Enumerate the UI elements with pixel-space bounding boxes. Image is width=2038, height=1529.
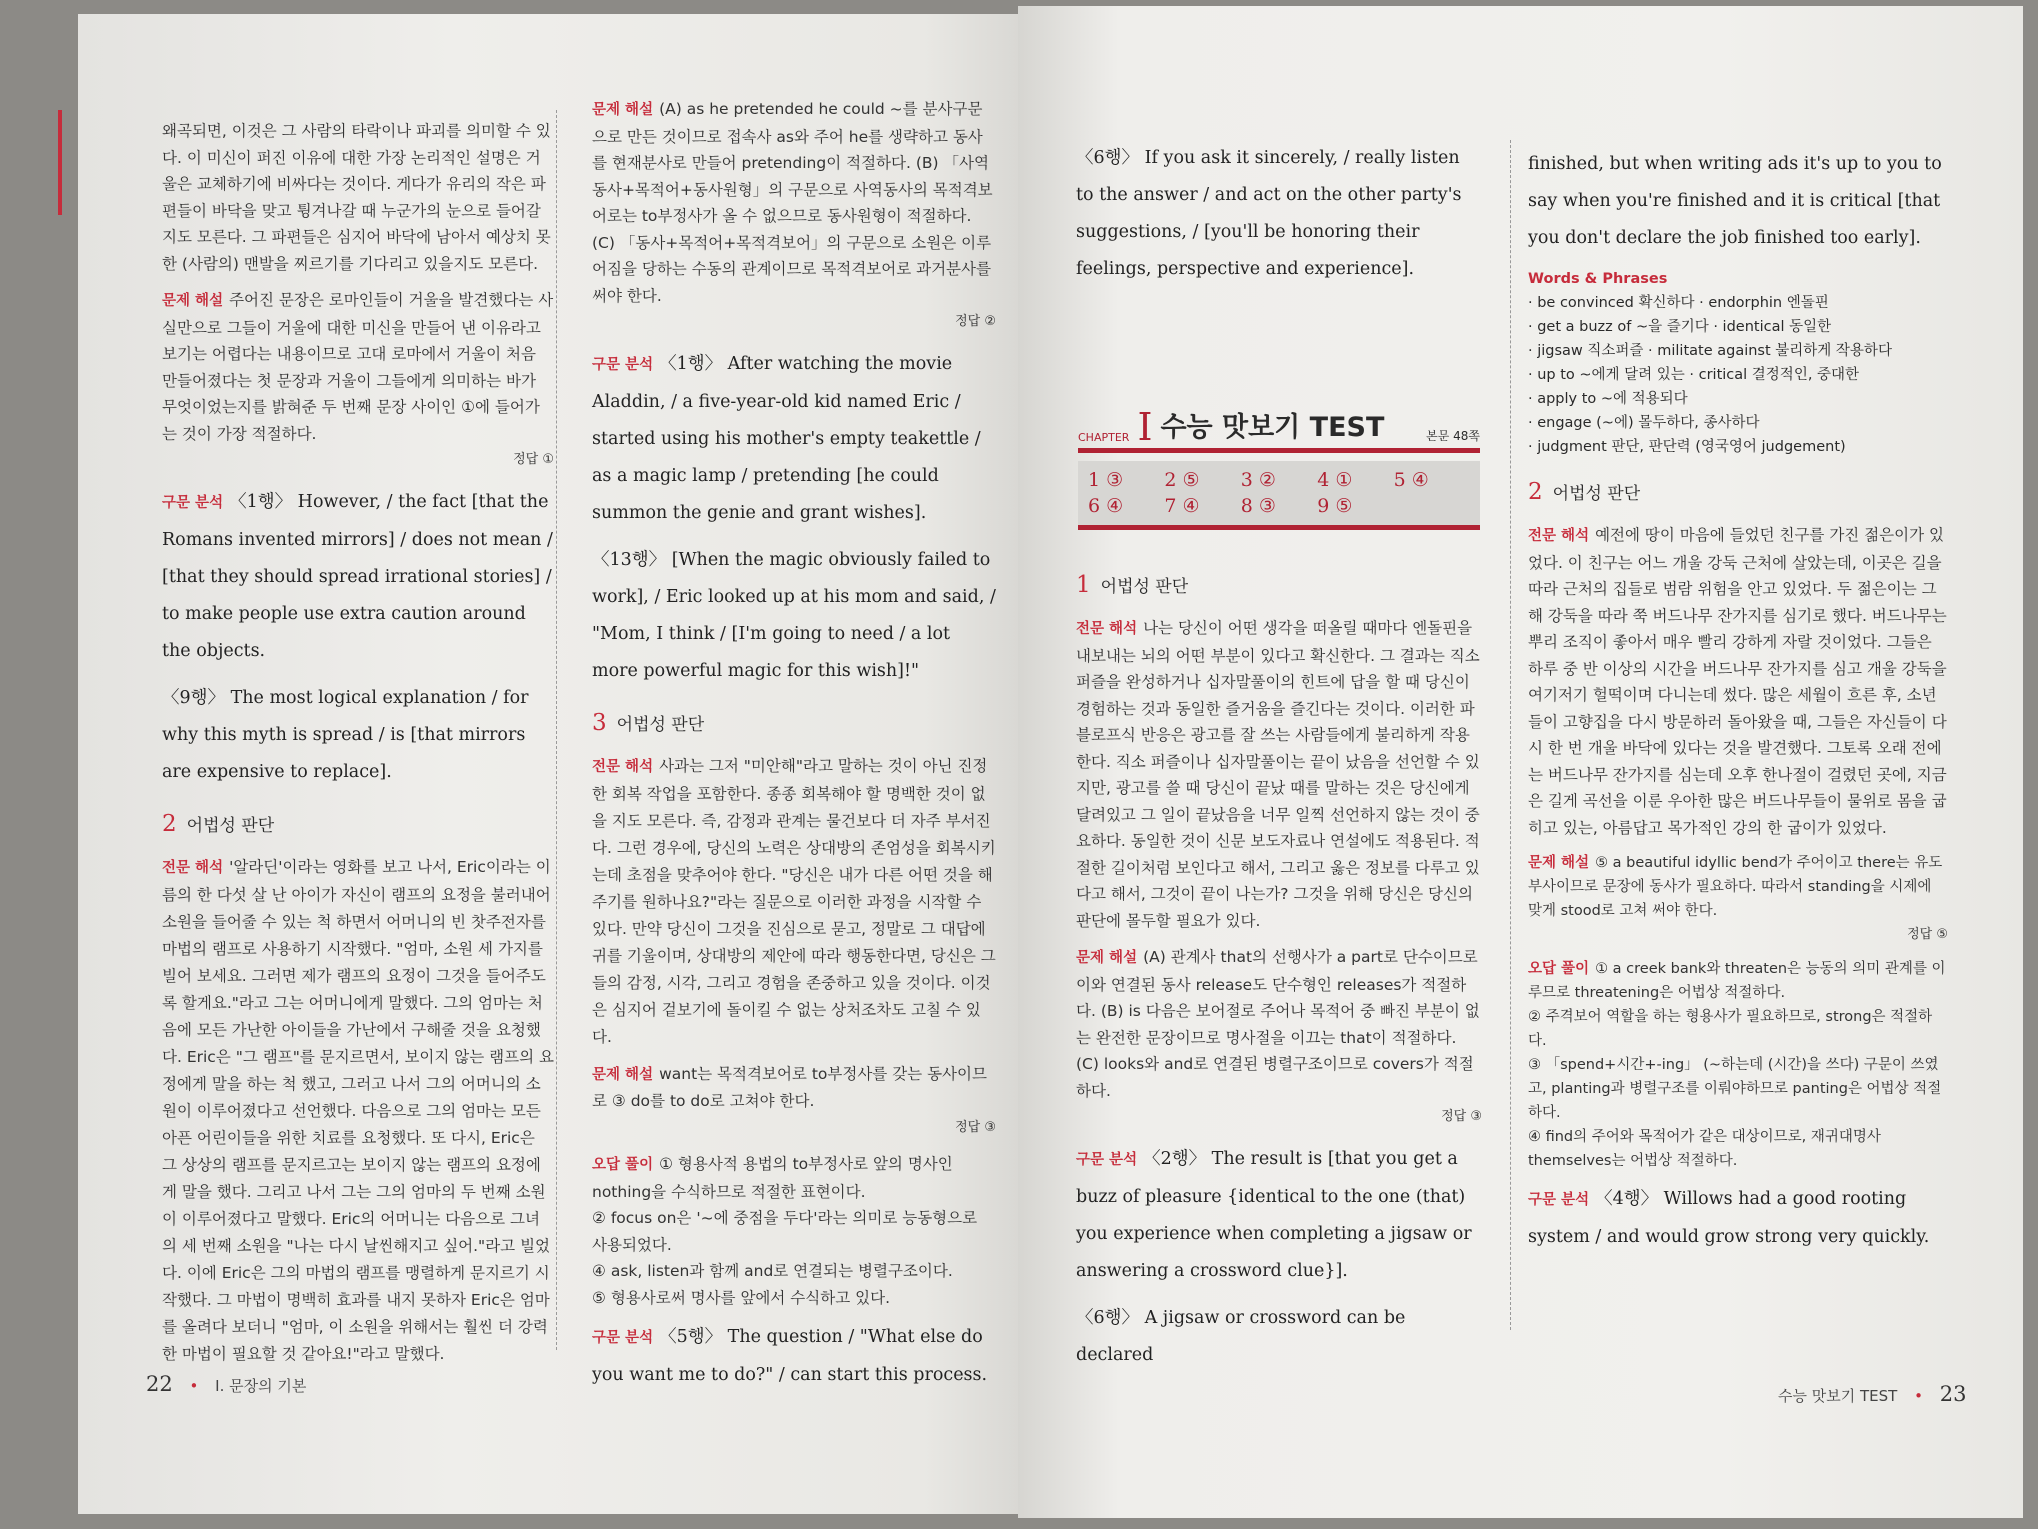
syntax-analysis-tag: 구문 분석 xyxy=(592,1330,654,1346)
answer-label: 정답 ③ xyxy=(1441,1109,1482,1124)
syntax-analysis-tag: 구문 분석 xyxy=(592,356,654,373)
wrong-answer-4: ④ find의 주어와 목적어가 같은 대상이므로, 재귀대명사 themselves는 어법상 적절하다. xyxy=(1528,1129,1881,1169)
answer-key-item: 4 ① xyxy=(1317,469,1353,491)
answer-key-item: 7 ④ xyxy=(1164,495,1200,517)
footer-dot-icon: • xyxy=(1914,1387,1923,1405)
syntax-analysis xyxy=(162,484,554,670)
vocab-item: · up to ~에게 달려 있는 · critical 결정적인, 중대한 xyxy=(1528,367,1860,383)
syntax-analysis-2 xyxy=(592,1319,996,1394)
syntax-line-5: 〈5행〉 The question / "What else do you want me to do?" / can start this process. xyxy=(592,1327,988,1385)
wrong-answer-tag: 오답 풀이 xyxy=(592,1157,654,1173)
section-number: 3 xyxy=(592,709,607,736)
full-translation-text: '알라딘'이라는 영화를 보고 나서, Eric이라는 이름의 한 다섯 살 난 아이가 자신이 램프의 요정을 불러내어 소원을 들어줄 수 있는 척 하면서 어머니의 빈 찻주전자를 마법의 램프로 사용하기 시작했다. "엄마, 소원 세 가지를 빌어 보세요. 그러면 제가 램프의 요정이 그것을 들어주도록 할게요."라고 그는 어머니에게 말했다. 그의 엄마는 처음에 모든 가난한 아이들을 가난에서 구해줄 것을 요청했다. Eric은 "그 램프"를 문지르면서, 보이지 않는 램프의 요정에게 말을 하는 척 했고, 그러고 나서 그의 어머니의 소원이 이루어졌다고 선언했다. 다음으로 그의 엄마는 모든 아픈 어린이들을 위한 치료를 요청했다. 또 다시, Eric은 그 상상의 램프를 문지르고는 보이지 않는 램프의 요정에게 말을 했다. 그리고 나서 그는 그의 엄마의 두 번째 소원이 이루어졌다고 말했다. Eric의 어머니는 다음으로 그녀의 세 번째 소원을 "나는 다시 날씬해지고 싶어."라고 빌었다. 이에 Eric은 그의 마법의 램프를 맹렬하게 문지르기 시작했다. 그 마법이 명백히 효과를 내지 못하자 Eric은 엄마를 올려다 보더니 "엄마, 이 소원을 위해서는 훨씬 더 강력한 마법이 필요할 것 같아요!"라고 말했다. xyxy=(162,857,554,1363)
left-column-2 xyxy=(592,96,996,1404)
wrong-answer-4: ④ ask, listen과 함께 and로 연결되는 병렬구조이다. xyxy=(592,1262,953,1280)
syntax-analysis-tag: 구문 분석 xyxy=(1076,1151,1138,1168)
problem-explanation-text: (A) 관계사 that의 선행사가 a part로 단수이므로 이와 연결된 동사 release도 단수형인 releases가 적절하다. (B) is 다음은 보어절로 주어나 목적어 중 빠진 부분이 없는 완전한 문장이므로 명사절을 이끄는 that이 적절하다. (C) looks와 and로 연결된 병렬구조이므로 covers가 적절하다. xyxy=(1076,948,1480,1100)
answer-key-item: 2 ⑤ xyxy=(1164,469,1200,491)
chapter-number: I xyxy=(1137,405,1153,449)
syntax-line-13: 〈13행〉 [When the magic obviously failed to work], / Eric looked up at his mom and said, / "Mom, I think / [I'm going to need / a lot more powerful magic for this wish]!" xyxy=(592,549,996,681)
page-number: 22 xyxy=(146,1372,173,1396)
full-translation-tag: 전문 해석 xyxy=(1076,621,1138,637)
problem-explanation-tag: 문제 해설 xyxy=(592,1066,654,1083)
answer-key-grid xyxy=(1078,461,1480,530)
words-and-phrases-tag: Words & Phrases xyxy=(1528,271,1668,287)
chapter-label: CHAPTER xyxy=(1078,431,1130,444)
vocab-item: · get a buzz of ~을 즐기다 · identical 동일한 xyxy=(1528,319,1832,335)
problem-explanation xyxy=(162,287,554,474)
right-page-footer xyxy=(1778,1382,1966,1406)
syntax-line-4: 〈4행〉 Willows had a good rooting system / and would grow strong very quickly. xyxy=(1528,1189,1930,1247)
vocab-item: · be convinced 확신하다 · endorphin 엔돌핀 xyxy=(1528,295,1829,311)
chapter-header xyxy=(1078,405,1480,530)
problem-explanation-tag: 문제 해설 xyxy=(1076,950,1138,966)
section-1-heading xyxy=(1076,572,1482,601)
section-2-heading xyxy=(1528,479,1948,508)
syntax-analysis xyxy=(592,346,996,532)
problem-explanation-text: (A) as he pretended he could ~를 분사구문으로 만든 것이므로 접속사 as와 주어 he를 생략하고 동사를 현재분사로 만들어 pretending이 적절하다. (B) 「사역동사+목적어+동사원형」의 구문으로 사역동사의 목적격보어로는 to부정사가 올 수 없으므로 동사원형이 적절하다. (C) 「동사+목적어+목적격보어」의 구문으로 소원은 이루어짐을 당하는 수동의 관계이므로 목적격보어로 과거분사를 써야 한다. xyxy=(592,100,993,305)
answer-key-item: 1 ③ xyxy=(1088,469,1124,491)
problem-explanation-text: 주어진 문장은 로마인들이 거울을 발견했다는 사실만으로 그들이 거울에 대한 미신을 만들어 낸 이유라고 보기는 어렵다는 내용이므로 고대 로마에서 거울이 처음 만들어졌다는 첫 문장과 거울이 그들에게 의미하는 바가 무엇이었는지를 밝혀준 두 번째 문장 사이인 ①에 들어가는 것이 가장 적절하다. xyxy=(162,291,554,443)
translation-continued: 왜곡되면, 이것은 그 사람의 타락이나 파괴를 의미할 수 있다. 이 미신이 퍼진 이유에 대한 가장 논리적인 설명은 거울은 교체하기에 비싸다는 것이다. 게다가 유리의 작은 파편들이 바닥을 맞고 튕겨나갈 때 누군가의 눈으로 들어갈지도 모른다. 그 파편들은 심지어 바닥에 남아서 예상치 못한 (사람의) 맨발을 찌르기를 기다리고 있을지도 모른다. xyxy=(162,122,551,273)
full-translation-text: 나는 당신이 어떤 생각을 떠올릴 때마다 엔돌핀을 내보내는 뇌의 어떤 부분이 있다고 확신한다. 그 결과는 직소 퍼즐을 완성하거나 십자말풀이의 힌트에 답을 할 때 당신이 경험하는 것과 동일한 즐거움을 즐긴다는 것이다. 이러한 파블로프식 반응은 광고를 잘 쓰는 사람들에게 불리하게 작용한다. 직소 퍼즐이나 십자말풀이는 끝이 났음을 선언할 수 있지만, 광고를 쓸 때 당신이 끝났 때를 말하는 것은 당신에게 달려있고 그 일이 끝났음을 너무 일찍 선언하지 않는 것이 중요하다. 동일한 것이 신문 보도자료나 연설에도 적용된다. 적절한 길이처럼 보인다고 해서, 그리고 옳은 정보를 다루고 있다고 해서, 그것이 끝이 나는가? 그것을 위해 당신은 당신의 판단에 몰두할 필요가 있다. xyxy=(1076,619,1480,930)
syntax-analysis xyxy=(1076,1141,1482,1290)
right-column-2 xyxy=(1528,146,1948,1266)
syntax-analysis-tag: 구문 분석 xyxy=(162,494,224,511)
vocab-item: · judgment 판단, 판단력 (영국영어 judgement) xyxy=(1528,439,1846,455)
footer-title: 수능 맛보기 TEST xyxy=(1778,1387,1898,1405)
problem-explanation xyxy=(592,96,996,336)
vocab-item: · jigsaw 직소퍼즐 · militate against 불리하게 작용하다 xyxy=(1528,343,1892,359)
syntax-line-1: 〈1행〉 After watching the movie Aladdin, / a five-year-old kid named Eric / started using his mother's empty teakettle / as a magic lamp / pretending [he could summon the genie and grant wishes]. xyxy=(592,353,981,523)
syntax-line-9: 〈9행〉 The most logical explanation / for why this myth is spread / is [that mirrors are expensive to replace]. xyxy=(162,687,529,782)
wrong-answer-1: ① a creek bank와 threaten은 능동의 의미 관계를 이루므로 threatening은 어법상 적절하다. xyxy=(1528,961,1946,1001)
section-2-heading xyxy=(162,811,554,840)
problem-explanation-2 xyxy=(592,1061,996,1142)
full-translation xyxy=(1528,522,1948,841)
syntax-analysis-tag: 구문 분석 xyxy=(1528,1192,1590,1208)
section-title: 어법성 판단 xyxy=(616,714,705,735)
wrong-answer-notes xyxy=(592,1151,996,1311)
problem-explanation-tag: 문제 해설 xyxy=(1528,855,1590,871)
full-translation-tag: 전문 해석 xyxy=(162,859,224,876)
chapter-marker-bar xyxy=(58,110,62,215)
footer-dot-icon: • xyxy=(189,1377,199,1395)
problem-explanation-tag: 문제 해설 xyxy=(162,293,224,309)
wrong-answer-2: ② 주격보어 역할을 하는 형용사가 필요하므로, strong은 적절하다. xyxy=(1528,1009,1933,1049)
answer-key-item: 8 ③ xyxy=(1240,495,1276,517)
wrong-answer-1: ① 형용사적 용법의 to부정사로 앞의 명사인 nothing을 수식하므로 적절한 표현이다. xyxy=(592,1155,953,1201)
section-title: 어법성 판단 xyxy=(1552,484,1641,504)
syntax-continued: finished, but when writing ads it's up to you to say when you're finished and it is critical [that you don't declare the job finished too early]. xyxy=(1528,154,1942,248)
column-divider xyxy=(556,110,557,1350)
answer-key-item: 5 ④ xyxy=(1393,469,1429,491)
section-number: 2 xyxy=(162,810,177,837)
wrong-answer-2: ② focus on은 '~에 중점을 두다'라는 의미로 능동형으로 사용되었다. xyxy=(592,1209,978,1254)
wrong-answer-5: ⑤ 형용사로써 명사를 앞에서 수식하고 있다. xyxy=(592,1288,890,1307)
footer-title: I. 문장의 기본 xyxy=(215,1377,307,1395)
full-translation-text: 예전에 땅이 마음에 들었던 친구를 가진 젊은이가 있었다. 이 친구는 어느 개울 강둑 근처에 살았는데, 이곳은 길을 따라 근처의 집들로 범람 위험을 안고 있었다. 두 젊은이는 그해 강둑을 따라 쭉 버드나무 잔가지를 심기로 했다. 버드나무는 뿌리 조직이 좋아서 매우 빨리 강하게 자랄 것이었다. 그들은 하루 중 반 이상의 시간을 버드나무 잔가지를 심고 개울 강둑을 여기저기 헐떡이며 다니는데 썼다. 많은 세월이 흐른 후, 소년들이 고향집을 다시 방문하러 돌아왔을 때, 그들은 자신들이 다시 한 번 개울 바닥에 있다는 것을 발견했다. 그토록 오래 전에는 버드나무 잔가지를 심는데 오후 한나절이 걸렸던 곳에, 지금은 길게 곡선을 이룬 우아한 많은 버드나무들이 물위로 몸을 굽히고 있는, 아름답고 목가적인 강의 한 굽이가 있었다. xyxy=(1528,526,1947,837)
syntax-line-2: 〈2행〉 The result is [that you get a buzz of pleasure {identical to the one (that) you experience when completing a jigsaw or answering a crossword clue}]. xyxy=(1076,1148,1472,1281)
vocab-item: · apply to ~에 적용되다 xyxy=(1528,391,1688,407)
full-translation xyxy=(162,854,554,1368)
chapter-page-ref: 본문 48쪽 xyxy=(1426,429,1480,443)
answer-label: 정답 ③ xyxy=(955,1119,996,1135)
full-translation-text: 사과는 그저 "미안해"라고 말하는 것이 아닌 진정한 회복 작업을 포함한다. 종종 회복해야 할 명백한 것이 없을 지도 모른다. 즉, 감정과 관계는 물건보다 더 자주 부서진다. 그런 경우에, 당신의 노력은 상대방의 존엄성을 회복시키는데 초점을 맞추어야 한다. "당신은 내가 다른 어떤 것을 해 주기를 원하나요?"라는 질문으로 이러한 과정을 시작할 수 있다. 만약 당신이 그것을 진심으로 묻고, 정말로 그 대답에 귀를 기울이며, 상대방의 제안에 따라 행동한다면, 당신은 그들의 감정, 시각, 그리고 경험을 존중하고 있을 것이다. 이것은 심지어 겉보기에 돌이킬 수 없는 상처조차도 고칠 수 있다. xyxy=(592,756,996,1046)
wrong-answer-3: ③ 「spend+시간+-ing」 (~하는데 (시간)을 쓰다) 구문이 쓰였고, planting과 병렬구조를 이뤄야하므로 panting은 어법상 적절하다. xyxy=(1528,1057,1942,1121)
answer-label: 정답 ② xyxy=(955,314,996,329)
problem-explanation-tag: 문제 해설 xyxy=(592,102,654,118)
right-column-1-body xyxy=(1076,568,1482,1384)
wrong-answer-tag: 오답 풀이 xyxy=(1528,961,1590,977)
full-translation-tag: 전문 해석 xyxy=(1528,528,1590,544)
section-title: 어법성 판단 xyxy=(186,815,275,836)
section-number: 1 xyxy=(1076,572,1091,598)
left-page-footer xyxy=(146,1372,306,1396)
syntax-line-6: 〈6행〉 A jigsaw or crossword can be declared xyxy=(1076,1307,1406,1365)
answer-key-item: 9 ⑤ xyxy=(1317,495,1353,517)
answer-key-item: 6 ④ xyxy=(1088,495,1124,517)
section-title: 어법성 판단 xyxy=(1100,577,1189,597)
words-and-phrases xyxy=(1528,267,1948,459)
syntax-analysis xyxy=(1528,1181,1948,1256)
section-3-heading xyxy=(592,710,996,739)
problem-explanation xyxy=(1076,944,1482,1131)
page-number: 23 xyxy=(1939,1382,1967,1406)
full-translation xyxy=(592,753,996,1051)
chapter-title-bar xyxy=(1078,405,1480,453)
left-column-1 xyxy=(162,118,554,1378)
answer-key-item: 3 ② xyxy=(1240,469,1276,491)
vocab-item: · engage (~에) 몰두하다, 종사하다 xyxy=(1528,415,1760,431)
answer-label: 정답 ⑤ xyxy=(1907,927,1948,942)
syntax-line-6: 〈6행〉 If you ask it sincerely, / really listen to the answer / and act on the other party's suggestions, / [you'll be honoring their feelings, perspective and experience]. xyxy=(1076,148,1462,279)
column-divider xyxy=(1510,140,1511,1330)
problem-explanation xyxy=(1528,851,1948,947)
answer-label: 정답 ① xyxy=(513,452,554,467)
chapter-title: 수능 맛보기 TEST xyxy=(1160,412,1385,443)
right-column-1 xyxy=(1076,140,1476,298)
full-translation-tag: 전문 해석 xyxy=(592,758,654,775)
full-translation xyxy=(1076,615,1482,934)
wrong-answer-notes xyxy=(1528,957,1948,1173)
problem-explanation-text: ⑤ a beautiful idyllic bend가 주어이고 there는 유도부사이므로 문장에 동사가 필요하다. 따라서 standing을 시제에 맞게 stood로 고쳐 써야 한다. xyxy=(1528,855,1943,919)
section-number: 2 xyxy=(1528,479,1543,505)
syntax-line-1: 〈1행〉 However, / the fact [that the Romans invented mirrors] / does not mean / [that they should spread irrational stories] / to make people use extra caution around the objects. xyxy=(162,491,553,661)
problem-explanation-text: want는 목적격보어로 to부정사를 갖는 동사이므로 ③ do를 to do로 고쳐야 한다. xyxy=(592,1064,987,1110)
